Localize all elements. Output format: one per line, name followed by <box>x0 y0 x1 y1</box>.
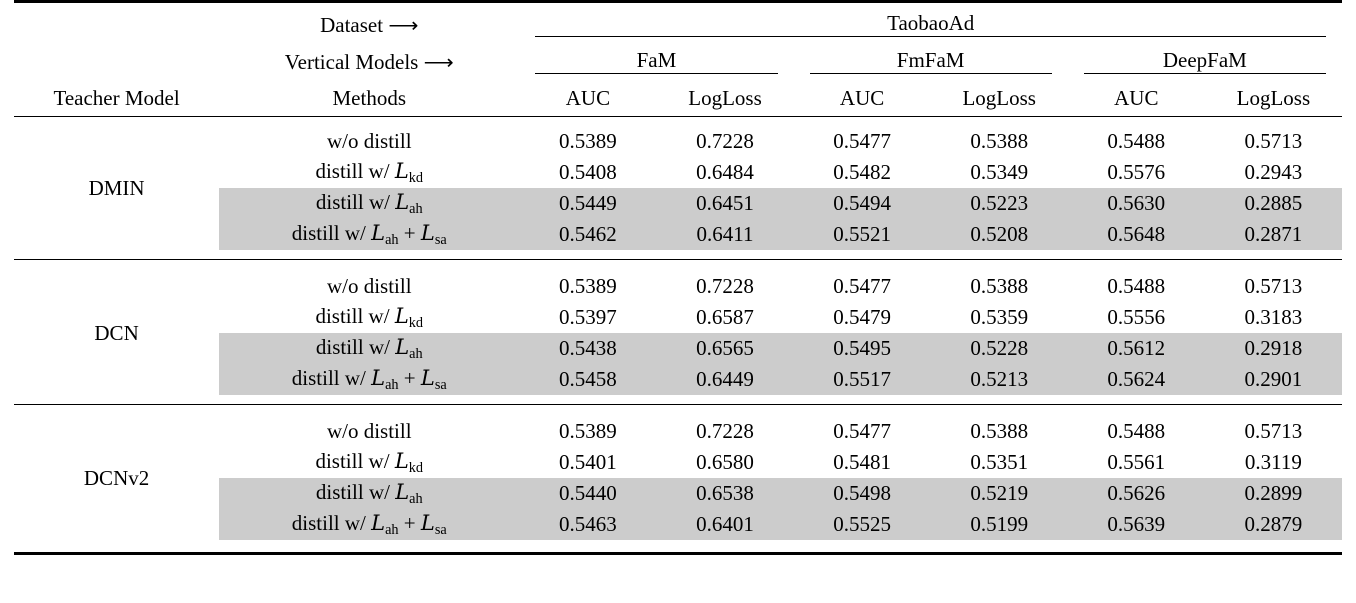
loss-symbol: L <box>395 479 410 504</box>
method-name: w/o distill <box>326 419 412 443</box>
metric-value: 0.5349 <box>970 160 1029 184</box>
metric-header-0: AUC <box>519 80 656 117</box>
header-empty-cell <box>14 6 219 44</box>
metric-value: 0.5408 <box>559 160 617 184</box>
dataset-label: Dataset ⟶ <box>320 12 419 37</box>
loss-symbol: L <box>420 220 435 245</box>
method-name: distill w/ $L_{kd}$ <box>315 303 424 331</box>
metric-value: 0.5630 <box>1068 188 1205 219</box>
loss-subscript: ah <box>409 490 423 507</box>
arrow-icon: ⟶ <box>423 49 454 74</box>
metric-value: 0.5440 <box>519 478 656 509</box>
metric-value: 0.6411 <box>656 219 793 250</box>
teacher-model-name: DCN <box>94 320 139 345</box>
vertical-model-1: FmFaM <box>794 44 1068 80</box>
method-name: distill w/ $L_{kd}$ <box>315 158 424 186</box>
metric-value: 0.5223 <box>931 188 1068 219</box>
metric-value: 0.5477 <box>833 129 891 153</box>
loss-symbol: L <box>395 334 410 359</box>
metric-value: 0.5397 <box>559 305 617 329</box>
metric-header-3: LogLoss <box>931 80 1068 117</box>
header-row-vertical-models <box>14 44 1342 80</box>
metric-value: 0.5462 <box>519 219 656 250</box>
loss-symbol: L <box>395 189 410 214</box>
metric-value: 0.6565 <box>656 333 793 364</box>
header-empty-cell-2 <box>14 44 219 80</box>
metric-value: 0.2899 <box>1205 478 1342 509</box>
group-gap-top-2 <box>14 407 1342 416</box>
metric-value: 0.5438 <box>519 333 656 364</box>
group-gap-bottom-1 <box>14 395 1342 405</box>
metric-value: 0.6449 <box>656 364 793 395</box>
metric-value: 0.2885 <box>1205 188 1342 219</box>
metric-value: 0.6401 <box>656 509 793 540</box>
metric-value: 0.5494 <box>794 188 931 219</box>
metric-value: 0.7228 <box>696 274 754 298</box>
group-gap-bottom-2 <box>14 540 1342 549</box>
vertical-model-0: FaM <box>519 44 793 80</box>
metric-value: 0.7228 <box>696 129 754 153</box>
metric-value: 0.5713 <box>1244 419 1303 443</box>
metric-value: 0.5481 <box>833 450 891 474</box>
metric-value: 0.5389 <box>559 129 617 153</box>
loss-subscript: kd <box>408 459 424 476</box>
metric-value: 0.5495 <box>794 333 931 364</box>
loss-symbol: L <box>394 158 409 183</box>
metric-value: 0.5463 <box>519 509 656 540</box>
metric-value: 0.5213 <box>931 364 1068 395</box>
loss-subscript: ah <box>385 376 399 393</box>
metric-value: 0.5626 <box>1068 478 1205 509</box>
loss-subscript: ah <box>385 521 399 538</box>
table-row <box>14 126 1342 157</box>
metric-value: 0.5228 <box>931 333 1068 364</box>
group-gap-top-0 <box>14 117 1342 127</box>
metric-value: 0.5525 <box>794 509 931 540</box>
metric-value: 0.2879 <box>1205 509 1342 540</box>
metric-value: 0.5477 <box>833 419 891 443</box>
metric-value: 0.5389 <box>559 419 617 443</box>
metric-value: 0.5517 <box>794 364 931 395</box>
loss-subscript: ah <box>409 345 423 362</box>
method-name: distill w/ $L_{kd}$ <box>315 448 424 476</box>
metric-value: 0.6580 <box>696 450 754 474</box>
method-name: distill w/ $L_{ah}$ <box>219 478 519 509</box>
method-name: distill w/ $L_{ah} + L_{sa}$ <box>219 219 519 250</box>
methods-label: Methods <box>219 80 519 117</box>
metric-value: 0.5556 <box>1107 305 1166 329</box>
loss-subscript: ah <box>385 231 399 248</box>
metric-value: 0.5351 <box>970 450 1029 474</box>
metric-value: 0.5449 <box>519 188 656 219</box>
metric-header-2: AUC <box>794 80 931 117</box>
metric-value: 0.5388 <box>970 419 1029 443</box>
metric-value: 0.2943 <box>1244 160 1303 184</box>
metric-value: 0.5713 <box>1244 274 1303 298</box>
metric-value: 0.2918 <box>1205 333 1342 364</box>
metric-value: 0.5219 <box>931 478 1068 509</box>
teacher-model-label: Teacher Model <box>14 80 219 117</box>
metric-value: 0.6451 <box>656 188 793 219</box>
metric-value: 0.5401 <box>559 450 617 474</box>
metric-value: 0.5561 <box>1107 450 1166 474</box>
metric-value: 0.5521 <box>794 219 931 250</box>
metric-value: 0.5713 <box>1244 129 1303 153</box>
metric-value: 0.5359 <box>970 305 1029 329</box>
vertical-model-2: DeepFaM <box>1068 44 1342 80</box>
vertical-model-rule-1 <box>810 73 1052 74</box>
metric-value: 0.5488 <box>1107 129 1166 153</box>
metric-value: 0.7228 <box>696 419 754 443</box>
metric-value: 0.5458 <box>519 364 656 395</box>
loss-symbol: L <box>394 303 409 328</box>
metric-value: 0.5488 <box>1107 274 1166 298</box>
loss-symbol: L <box>371 365 386 390</box>
metric-header-5: LogLoss <box>1205 80 1342 117</box>
loss-subscript: sa <box>434 231 447 248</box>
metric-header-4: AUC <box>1068 80 1205 117</box>
vertical-model-rule-2 <box>1084 73 1326 74</box>
metric-value: 0.6484 <box>696 160 754 184</box>
metric-value: 0.2871 <box>1205 219 1342 250</box>
metric-value: 0.5576 <box>1107 160 1166 184</box>
metric-value: 0.5389 <box>559 274 617 298</box>
metric-value: 0.6587 <box>696 305 754 329</box>
teacher-model-name: DMIN <box>88 175 145 200</box>
metric-value: 0.5488 <box>1107 419 1166 443</box>
arrow-icon: ⟶ <box>388 12 419 37</box>
group-gap-bottom-0 <box>14 250 1342 260</box>
table-bottom-rule <box>14 549 1342 554</box>
method-name: distill w/ $L_{ah} + L_{sa}$ <box>219 364 519 395</box>
loss-subscript: sa <box>434 521 447 538</box>
metric-value: 0.5208 <box>931 219 1068 250</box>
results-table <box>14 0 1342 555</box>
metric-value: 0.5498 <box>794 478 931 509</box>
metric-value: 0.3183 <box>1244 305 1303 329</box>
loss-symbol: L <box>371 220 386 245</box>
header-row-metrics <box>14 80 1342 117</box>
metric-value: 0.5648 <box>1068 219 1205 250</box>
loss-subscript: kd <box>408 314 424 331</box>
teacher-model-name: DCNv2 <box>83 465 150 490</box>
metric-value: 0.6538 <box>656 478 793 509</box>
metric-value: 0.5624 <box>1068 364 1205 395</box>
method-name: w/o distill <box>326 129 412 153</box>
table-row <box>14 416 1342 447</box>
metric-value: 0.2901 <box>1205 364 1342 395</box>
loss-subscript: ah <box>409 200 423 217</box>
dataset-rule <box>535 36 1326 37</box>
metric-value: 0.5388 <box>970 129 1029 153</box>
method-name: distill w/ $L_{ah} + L_{sa}$ <box>219 509 519 540</box>
loss-symbol: L <box>394 448 409 473</box>
vertical-models-label: Vertical Models ⟶ <box>284 49 454 74</box>
metric-value: 0.5388 <box>970 274 1029 298</box>
method-name: distill w/ $L_{ah}$ <box>219 188 519 219</box>
metric-value: 0.5477 <box>833 274 891 298</box>
loss-subscript: sa <box>434 376 447 393</box>
loss-symbol: L <box>371 510 386 535</box>
loss-symbol: L <box>420 365 435 390</box>
method-name: w/o distill <box>326 274 412 298</box>
metric-value: 0.5199 <box>931 509 1068 540</box>
method-name: distill w/ $L_{ah}$ <box>219 333 519 364</box>
group-gap-top-1 <box>14 262 1342 271</box>
metric-value: 0.5612 <box>1068 333 1205 364</box>
loss-symbol: L <box>420 510 435 535</box>
table-row <box>14 271 1342 302</box>
metric-header-1: LogLoss <box>656 80 793 117</box>
metric-value: 0.5482 <box>833 160 891 184</box>
metric-value: 0.5639 <box>1068 509 1205 540</box>
metric-value: 0.3119 <box>1244 450 1302 474</box>
vertical-model-rule-0 <box>535 73 777 74</box>
dataset-value: TaobaoAd <box>519 6 1342 44</box>
loss-subscript: kd <box>408 169 424 186</box>
metric-value: 0.5479 <box>833 305 891 329</box>
header-row-dataset <box>14 6 1342 44</box>
